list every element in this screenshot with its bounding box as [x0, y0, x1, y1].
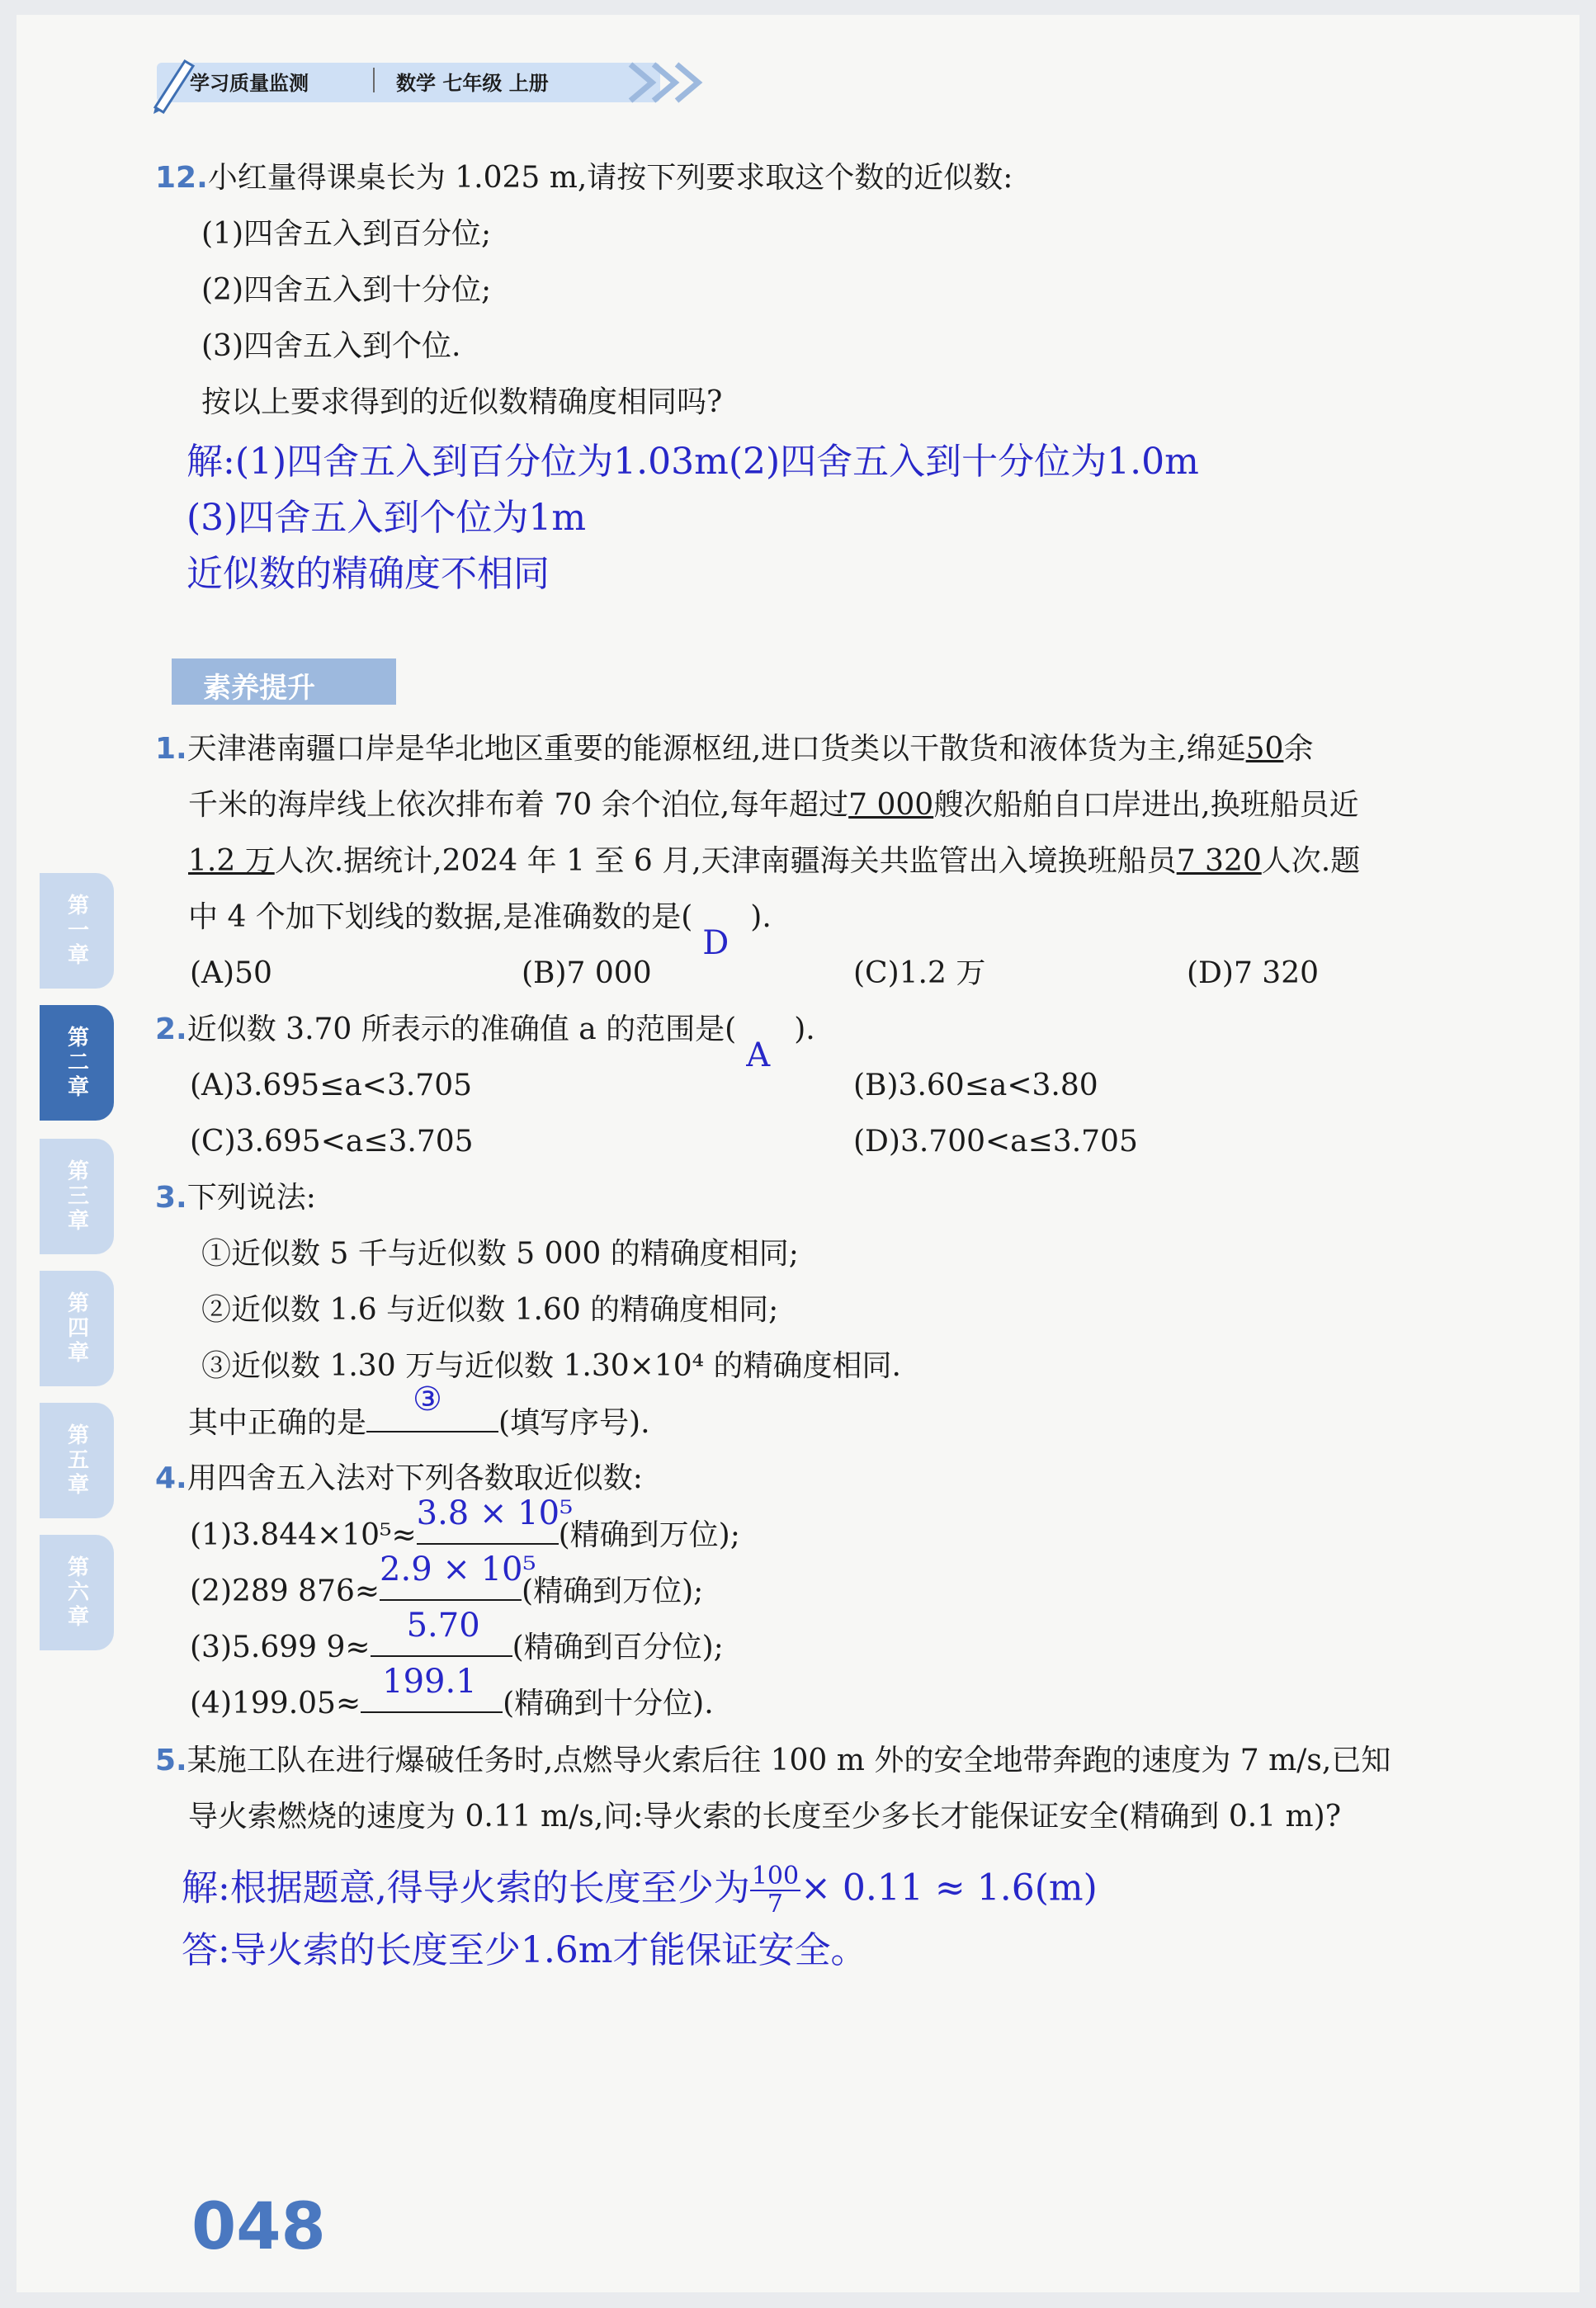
- q4-text: (精确到十分位).: [503, 1687, 714, 1720]
- q3-statement-1: ①近似数 5 千与近似数 5 000 的精确度相同;: [201, 1237, 799, 1271]
- q1-line-4: [188, 898, 772, 962]
- q1-option-c: (C)1.2 万: [853, 956, 986, 990]
- q2-option-c: (C)3.695<a≤3.705: [190, 1125, 474, 1159]
- tab-label: 第一章: [64, 894, 89, 968]
- q5-answer-text: 解:根据题意,得导火索的长度至少为: [182, 1867, 750, 1909]
- q1-number: 1.: [155, 732, 187, 766]
- q5-line-2: 导火索燃烧的速度为 0.11 m/s,问:导火索的长度至少多长才能保证安全(精确到 0.1 m)?: [188, 1800, 1342, 1834]
- tab-label: 第五章: [64, 1423, 89, 1498]
- q1-text: 艘次船舶自口岸进出,换班船员近: [933, 788, 1359, 822]
- q3-statement-2: ②近似数 1.6 与近似数 1.60 的精确度相同;: [201, 1293, 779, 1327]
- q12-answer-line-1: 解:(1)四舍五入到百分位为1.03m(2)四舍五入到十分位为1.0m: [187, 441, 1199, 483]
- q3-fill: [188, 1381, 650, 1443]
- q4-text: (1)3.844×10⁵≈: [190, 1518, 417, 1552]
- tab-label: 第四章: [64, 1291, 89, 1366]
- q4-text: (精确到百分位);: [512, 1631, 724, 1664]
- q1-underlined-number: 1.2 万: [188, 844, 275, 878]
- q2-answer: A: [746, 1036, 771, 1074]
- q2-stem: [155, 1010, 815, 1074]
- q4-blank-3: [371, 1607, 512, 1657]
- q4-blank-2: [380, 1550, 536, 1601]
- q5-text: 某施工队在进行爆破任务时,点燃导火索后往 100 m 外的安全地带奔跑的速度为 7 m/s,已知: [187, 1744, 1391, 1777]
- q4-blank-1: [416, 1494, 574, 1545]
- q4-answer-1: 3.8 × 10⁵: [416, 1494, 574, 1532]
- tab-chapter-3[interactable]: [40, 1139, 114, 1254]
- q4-text: (4)199.05≈: [190, 1687, 361, 1720]
- tab-chapter-4[interactable]: [40, 1271, 114, 1386]
- q4-text: 用四舍五入法对下列各数取近似数:: [187, 1461, 643, 1495]
- q5-line-1: [155, 1741, 1391, 1781]
- q1-option-a: (A)50: [190, 956, 272, 990]
- q1-option-d: (D)7 320: [1187, 956, 1320, 990]
- q12-item-3: (3)四舍五入到个位.: [201, 329, 461, 363]
- tab-chapter-5[interactable]: [40, 1403, 114, 1518]
- header-divider: [373, 68, 375, 92]
- q1-text: 人次.题: [1261, 844, 1361, 878]
- q1-line-1: [155, 729, 1313, 769]
- fraction-numerator: 100: [751, 1862, 800, 1890]
- q12-number: 12.: [155, 161, 208, 195]
- q1-text: 天津港南疆口岸是华北地区重要的能源枢纽,进口货类以干散货和液体货为主,绵延: [187, 732, 1246, 766]
- q5-fraction: [750, 1863, 800, 1918]
- q12-text: 小红量得课桌长为 1.025 m,请按下列要求取这个数的近似数:: [207, 161, 1013, 195]
- q3-text: 其中正确的是: [188, 1406, 367, 1440]
- q4-blank-4: [361, 1663, 503, 1713]
- q2-number: 2.: [155, 1012, 187, 1046]
- q1-text: ).: [750, 900, 772, 934]
- tab-chapter-2[interactable]: [40, 1005, 114, 1121]
- q12-item-1: (1)四舍五入到百分位;: [201, 217, 492, 251]
- q12-ask: 按以上要求得到的近似数精确度相同吗?: [201, 385, 723, 419]
- q3-stem: [155, 1178, 316, 1218]
- page-header: [157, 59, 726, 107]
- q12-stem: [155, 158, 1013, 198]
- q4-answer-2: 2.9 × 10⁵: [380, 1550, 536, 1588]
- q4-text: (2)289 876≈: [190, 1574, 380, 1608]
- q4-answer-4: 199.1: [382, 1663, 477, 1701]
- q2-option-d: (D)3.700<a≤3.705: [853, 1125, 1138, 1159]
- q2-option-a: (A)3.695≤a<3.705: [190, 1069, 472, 1102]
- q2-option-b: (B)3.60≤a<3.80: [853, 1069, 1098, 1102]
- q5-answer-line-2: 答:导火索的长度至少1.6m才能保证安全。: [182, 1929, 867, 1971]
- q1-text: 人次.据统计,2024 年 1 至 6 月,天津南疆海关共监管出入境换班船员: [274, 844, 1177, 878]
- q5-answer-text: × 0.11 ≈ 1.6(m): [800, 1867, 1098, 1909]
- q2-text: ).: [794, 1012, 815, 1046]
- q3-answer: ③: [413, 1381, 442, 1418]
- q4-text: (精确到万位);: [558, 1518, 740, 1552]
- q1-text: 中 4 个加下划线的数据,是准确数的是(: [188, 900, 693, 934]
- q12-item-2: (2)四舍五入到十分位;: [201, 273, 492, 307]
- q3-number: 3.: [155, 1181, 187, 1215]
- q1-text: 千米的海岸线上依次排布着 70 余个泊位,每年超过: [188, 788, 849, 822]
- q12-answer-line-3: 近似数的精确度不相同: [187, 553, 550, 595]
- section-heading: [172, 658, 396, 705]
- q1-text: 余: [1283, 732, 1314, 766]
- q3-text: 下列说法:: [187, 1181, 316, 1215]
- q1-line-3: [188, 842, 1360, 881]
- q3-statement-3: ③近似数 1.30 万与近似数 1.30×10⁴ 的精确度相同.: [201, 1349, 901, 1383]
- header-series: 学习质量监测: [190, 72, 309, 95]
- tab-chapter-6[interactable]: [40, 1535, 114, 1650]
- q1-answer: D: [702, 924, 730, 962]
- q4-text: (精确到万位);: [522, 1574, 704, 1608]
- q1-option-b: (B)7 000: [522, 956, 652, 990]
- chevron-arrows-icon: [627, 59, 718, 106]
- tab-label: 第三章: [64, 1159, 89, 1234]
- page-number: 048: [191, 2190, 326, 2264]
- fraction-denominator: 7: [767, 1890, 783, 1919]
- q12-answer-line-2: (3)四舍五入到个位为1m: [187, 497, 587, 539]
- page: [17, 15, 1579, 2292]
- header-book: 数学 七年级 上册: [396, 72, 549, 95]
- q5-answer-line-1: [182, 1863, 1098, 1918]
- q1-underlined-number: 50: [1245, 732, 1284, 766]
- q5-number: 5.: [155, 1744, 187, 1777]
- q2-text: 近似数 3.70 所表示的准确值 a 的范围是(: [187, 1012, 737, 1046]
- q4-number: 4.: [155, 1461, 187, 1495]
- q1-underlined-number: 7 320: [1176, 844, 1262, 878]
- q4-answer-3: 5.70: [406, 1607, 480, 1645]
- q1-underlined-number: 7 000: [848, 788, 934, 822]
- q1-line-2: [188, 786, 1359, 825]
- tab-label: 第二章: [64, 1026, 89, 1100]
- q3-text: (填写序号).: [498, 1406, 650, 1440]
- q4-item-4: [190, 1663, 714, 1724]
- q4-text: (3)5.699 9≈: [190, 1631, 371, 1664]
- tab-chapter-1[interactable]: [40, 873, 114, 989]
- q3-answer-blank: [366, 1381, 498, 1432]
- tab-label: 第六章: [64, 1555, 89, 1630]
- section-title: 素养提升: [203, 672, 315, 705]
